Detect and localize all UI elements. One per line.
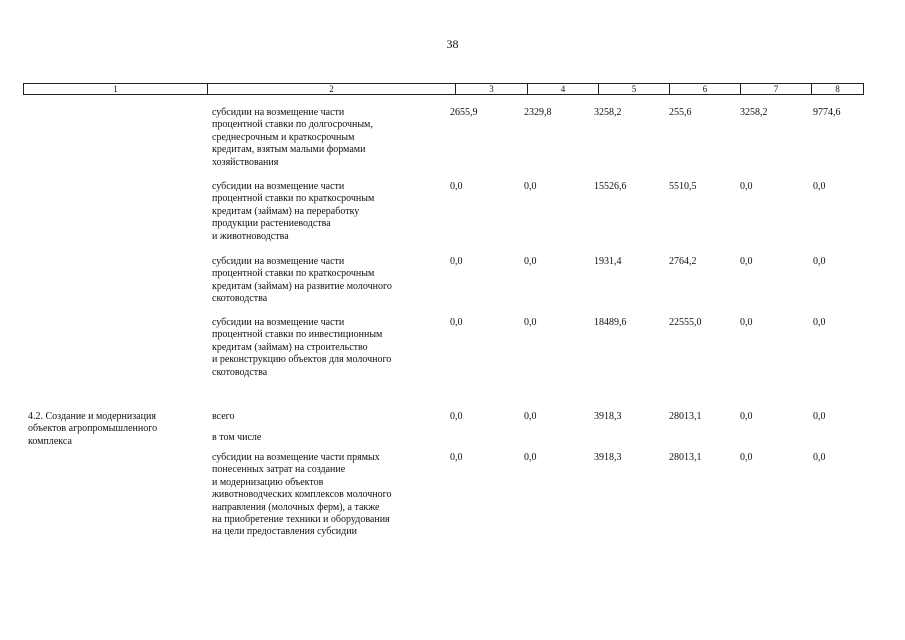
header-col-7: 7: [740, 84, 811, 94]
row-value-col4: 0,0: [524, 317, 537, 328]
header-col-3: 3: [455, 84, 527, 94]
row-value-col5: 15526,6: [594, 181, 627, 192]
section-title: 4.2. Создание и модернизация объектов агропромышленного комплекса: [28, 411, 158, 447]
row-value-col7: 0,0: [740, 317, 753, 328]
row-value-col3: 2655,9: [450, 107, 478, 118]
row-value-col7: 3258,2: [740, 107, 768, 118]
row-value-col7: 0,0: [740, 411, 753, 422]
row-value-col6: 2764,2: [669, 256, 697, 267]
row-value-col7: 0,0: [740, 181, 753, 192]
row-value-col4: 2329,8: [524, 107, 552, 118]
row-value-col4: 0,0: [524, 411, 537, 422]
row-value-col3: 0,0: [450, 452, 463, 463]
row-value-col7: 0,0: [740, 256, 753, 267]
row-description: субсидии на возмещение части процентной ставки по краткосрочным кредитам (займам) на переработку продукции растениеводства и животноводства: [212, 181, 375, 242]
page-number: 38: [446, 37, 459, 51]
row-value-col7: 0,0: [740, 452, 753, 463]
header-col-5: 5: [598, 84, 669, 94]
row-value-col4: 0,0: [524, 452, 537, 463]
row-description: субсидии на возмещение части процентной ставки по инвестиционным кредитам (займам) на строительство и реконструкцию объектов для молочного скотоводства: [212, 317, 392, 378]
row-value-col6: 5510,5: [669, 181, 697, 192]
row-value-col6: 255,6: [669, 107, 692, 118]
row-value-col8: 0,0: [813, 411, 826, 422]
row-value-col6: 28013,1: [669, 411, 702, 422]
row-value-col8: 0,0: [813, 452, 826, 463]
row-value-col3: 0,0: [450, 411, 463, 422]
header-col-6: 6: [669, 84, 740, 94]
table-header-row: [23, 83, 864, 95]
row-description: субсидии на возмещение части процентной ставки по краткосрочным кредитам (займам) на развитие молочного скотоводства: [212, 256, 392, 305]
row-description: всего: [212, 411, 235, 422]
row-value-col8: 0,0: [813, 256, 826, 267]
row-value-col5: 18489,6: [594, 317, 627, 328]
row-value-col8: 0,0: [813, 317, 826, 328]
row-value-col5: 3258,2: [594, 107, 622, 118]
row-description: субсидии на возмещение части процентной ставки по долгосрочным, среднесрочным и краткосрочным кредитам, взятым малыми формами хозяйствования: [212, 107, 373, 168]
row-value-col8: 0,0: [813, 181, 826, 192]
header-col-8: 8: [811, 84, 863, 94]
row-value-col8: 9774,6: [813, 107, 841, 118]
row-value-col4: 0,0: [524, 256, 537, 267]
row-value-col3: 0,0: [450, 181, 463, 192]
row-description: субсидии на возмещение части прямых понесенных затрат на создание и модернизацию объектов животноводческих комплексов молочного направления (молочных ферм), а также на приобретение техники и оборудования на цели предоставления субсидии: [212, 452, 392, 538]
row-value-col6: 28013,1: [669, 452, 702, 463]
row-description: в том числе: [212, 432, 262, 443]
row-value-col6: 22555,0: [669, 317, 702, 328]
row-value-col3: 0,0: [450, 256, 463, 267]
row-value-col4: 0,0: [524, 181, 537, 192]
row-value-col3: 0,0: [450, 317, 463, 328]
header-col-4: 4: [527, 84, 598, 94]
header-col-2: 2: [207, 84, 455, 94]
row-value-col5: 1931,4: [594, 256, 622, 267]
header-col-1: 1: [113, 84, 118, 94]
row-value-col5: 3918,3: [594, 411, 622, 422]
row-value-col5: 3918,3: [594, 452, 622, 463]
